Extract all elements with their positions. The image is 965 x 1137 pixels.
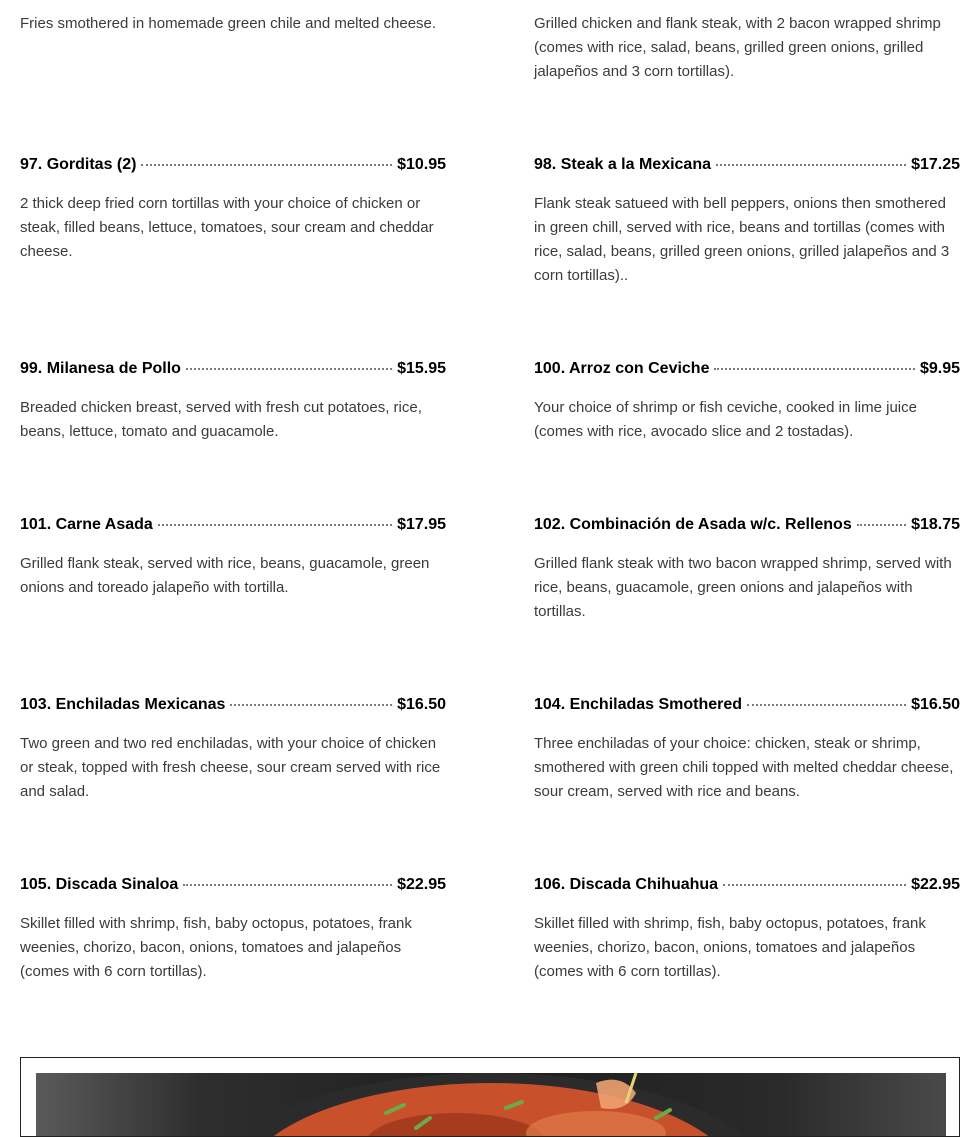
item-price: $18.75: [911, 516, 960, 533]
dot-leader: [716, 163, 906, 166]
item-price: $16.50: [397, 696, 446, 713]
item-price: $22.95: [911, 876, 960, 893]
food-photo-graphic: [36, 1073, 946, 1137]
item-description: Fries smothered in homemade green chile and melted cheese.: [20, 15, 437, 32]
dot-leader: [186, 367, 392, 370]
item-description: 2 thick deep fried corn tortillas with your choice of chicken or steak, filled beans, lettuce, tomatoes, sour cream and cheddar cheese.: [20, 195, 434, 260]
menu-item: [534, 360, 960, 444]
item-name: 97. Gorditas (2): [20, 156, 137, 173]
item-price: $16.50: [911, 696, 960, 713]
menu-item: [20, 516, 446, 600]
item-description: Two green and two red enchiladas, with your choice of chicken or steak, topped with fresh cheese, sour cream served with rice and salad.: [20, 735, 441, 800]
menu-item: [20, 156, 446, 264]
item-header: [534, 876, 960, 900]
dot-leader: [857, 523, 906, 526]
item-header: [20, 156, 446, 180]
item-description: Grilled chicken and flank steak, with 2 bacon wrapped shrimp (comes with rice, salad, beans, grilled green onions, grilled jalapeños and 3 corn tortillas).: [534, 15, 941, 80]
item-price: $17.25: [911, 156, 960, 173]
item-name: 106. Discada Chihuahua: [534, 876, 719, 893]
item-name: 102. Combinación de Asada w/c. Rellenos: [534, 516, 852, 533]
menu-item: [20, 696, 446, 804]
item-description: Breaded chicken breast, served with fresh cut potatoes, rice, beans, lettuce, tomato and guacamole.: [20, 399, 422, 440]
item-header: [20, 360, 446, 384]
item-description: Grilled flank steak, served with rice, beans, guacamole, green onions and toreado jalapeño with tortilla.: [20, 555, 430, 596]
item-description: Three enchiladas of your choice: chicken, steak or shrimp, smothered with green chili topped with melted cheddar cheese, sour cream, served with rice and beans.: [534, 735, 954, 800]
item-price: $17.95: [397, 516, 446, 533]
item-header: [534, 516, 960, 540]
item-description: Flank steak satueed with bell peppers, onions then smothered in green chill, served with rice, beans and tortillas (comes with rice, salad, beans, grilled green onions, grilled jalapeños and 3 corn tortillas)..: [534, 195, 950, 284]
item-name: 101. Carne Asada: [20, 516, 153, 533]
menu-item: [534, 156, 960, 288]
item-description: Skillet filled with shrimp, fish, baby octopus, potatoes, frank weenies, chorizo, bacon, onions, tomatoes and jalapeños (comes with 6 corn tortillas).: [534, 915, 926, 980]
menu-item: [20, 876, 446, 984]
menu-item: [534, 516, 960, 624]
item-price: $10.95: [397, 156, 446, 173]
item-header: [534, 360, 960, 384]
dot-leader: [714, 367, 914, 370]
item-header: [534, 156, 960, 180]
dot-leader: [723, 883, 906, 886]
item-name: 105. Discada Sinaloa: [20, 876, 179, 893]
item-header: [20, 516, 446, 540]
item-price: $15.95: [397, 360, 446, 377]
item-description: Your choice of shrimp or fish ceviche, cooked in lime juice (comes with rice, avocado slice and 2 tostadas).: [534, 399, 917, 440]
menu-item: [534, 876, 960, 984]
item-price: $9.95: [919, 360, 960, 377]
menu-item: [20, 360, 446, 444]
item-name: 104. Enchiladas Smothered: [534, 696, 743, 713]
food-photo-icon: [36, 1073, 946, 1137]
dot-leader: [747, 703, 906, 706]
dot-leader: [230, 703, 392, 706]
item-price: $22.95: [397, 876, 446, 893]
item-header: [20, 696, 446, 720]
item-description: Grilled flank steak with two bacon wrapped shrimp, served with rice, beans, guacamole, green onions and jalapeños with tortillas.: [534, 555, 952, 620]
item-header: [534, 696, 960, 720]
item-description: Skillet filled with shrimp, fish, baby octopus, potatoes, frank weenies, chorizo, bacon, onions, tomatoes and jalapeños (comes with 6 corn tortillas).: [20, 915, 412, 980]
item-name: 99. Milanesa de Pollo: [20, 360, 181, 377]
item-name: 98. Steak a la Mexicana: [534, 156, 711, 173]
item-name: 100. Arroz con Ceviche: [534, 360, 710, 377]
dot-leader: [183, 883, 392, 886]
item-name: 103. Enchiladas Mexicanas: [20, 696, 226, 713]
menu-item: [534, 696, 960, 804]
dot-leader: [141, 163, 392, 166]
dot-leader: [158, 523, 392, 526]
photo-frame: [20, 1057, 960, 1137]
item-header: [20, 876, 446, 900]
